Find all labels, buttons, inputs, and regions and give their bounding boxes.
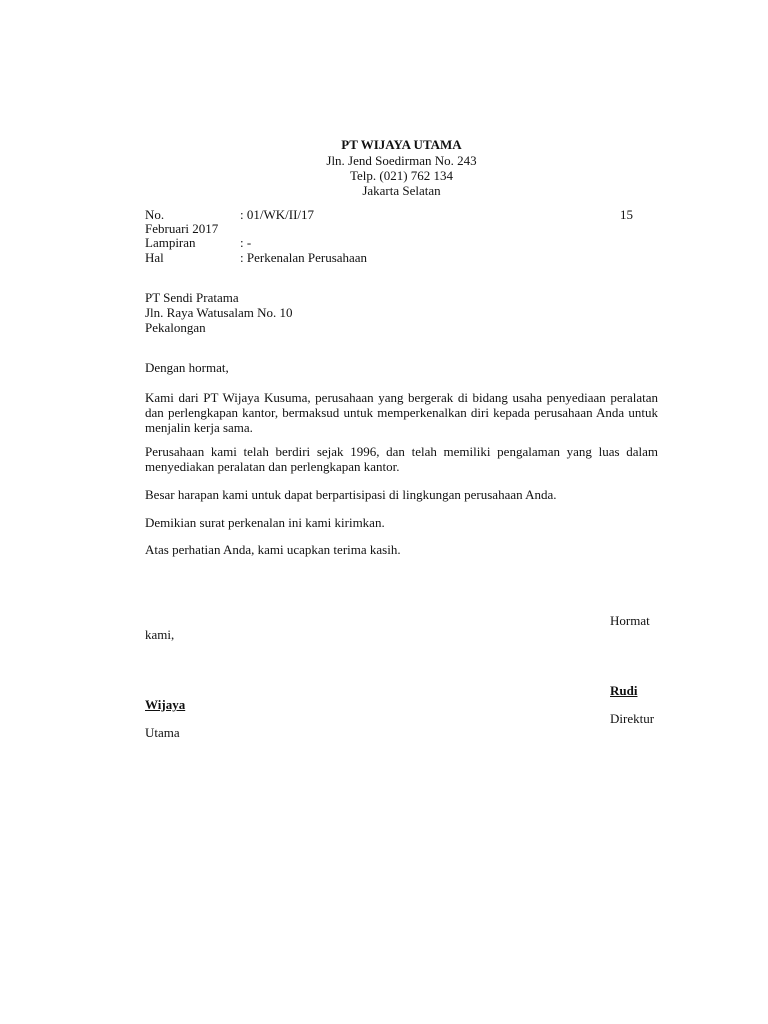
company-city: Jakarta Selatan bbox=[362, 183, 441, 198]
signer-title-last: Utama bbox=[145, 725, 180, 740]
hal-value: : Perkenalan Perusahaan bbox=[240, 250, 368, 265]
date-rest: Februari 2017 bbox=[145, 221, 219, 236]
lampiran-value: : - bbox=[240, 235, 252, 250]
recipient-address: Jln. Raya Watusalam No. 10 bbox=[145, 305, 293, 320]
signer-last-name: Wijaya bbox=[145, 697, 186, 712]
hal-label: Hal bbox=[145, 250, 164, 265]
no-value: : 01/WK/II/17 bbox=[240, 207, 315, 222]
closing-hormat: Hormat bbox=[610, 613, 650, 628]
recipient-name: PT Sendi Pratama bbox=[145, 290, 239, 305]
paragraph-4: Demikian surat perkenalan ini kami kirimkan. bbox=[145, 515, 385, 530]
lampiran-label: Lampiran bbox=[145, 235, 196, 250]
recipient-city: Pekalongan bbox=[145, 320, 206, 335]
signer-title-first: Direktur bbox=[610, 711, 655, 726]
date-day: 15 bbox=[620, 207, 633, 222]
paragraph-2-line: Perusahaan kami telah berdiri sejak 1996, dan telah memiliki pengalaman yang luas dalam bbox=[145, 444, 658, 459]
paragraph-1-line: menjalin kerja sama. bbox=[145, 420, 253, 435]
paragraph-5: Atas perhatian Anda, kami ucapkan terima kasih. bbox=[145, 542, 401, 557]
paragraph-3: Besar harapan kami untuk dapat berpartisipasi di lingkungan perusahaan Anda. bbox=[145, 487, 557, 502]
closing-kami: kami, bbox=[145, 627, 175, 642]
paragraph-1-line: Kami dari PT Wijaya Kusuma, perusahaan yang bergerak di bidang usaha penyediaan peralatan bbox=[145, 390, 658, 405]
paragraph-1-line: dan perlengkapan kantor, bermaksud untuk memperkenalkan diri kepada perusahaan Anda untuk bbox=[145, 405, 658, 420]
paragraph-2-line: menyediakan peralatan dan perlengkapan kantor. bbox=[145, 459, 400, 474]
no-label: No. bbox=[145, 207, 165, 222]
company-name: PT WIJAYA UTAMA bbox=[341, 137, 462, 152]
signer-first-name: Rudi bbox=[610, 683, 638, 698]
salutation: Dengan hormat, bbox=[145, 360, 229, 375]
company-address: Jln. Jend Soedirman No. 243 bbox=[326, 153, 477, 168]
company-phone: Telp. (021) 762 134 bbox=[349, 168, 454, 183]
